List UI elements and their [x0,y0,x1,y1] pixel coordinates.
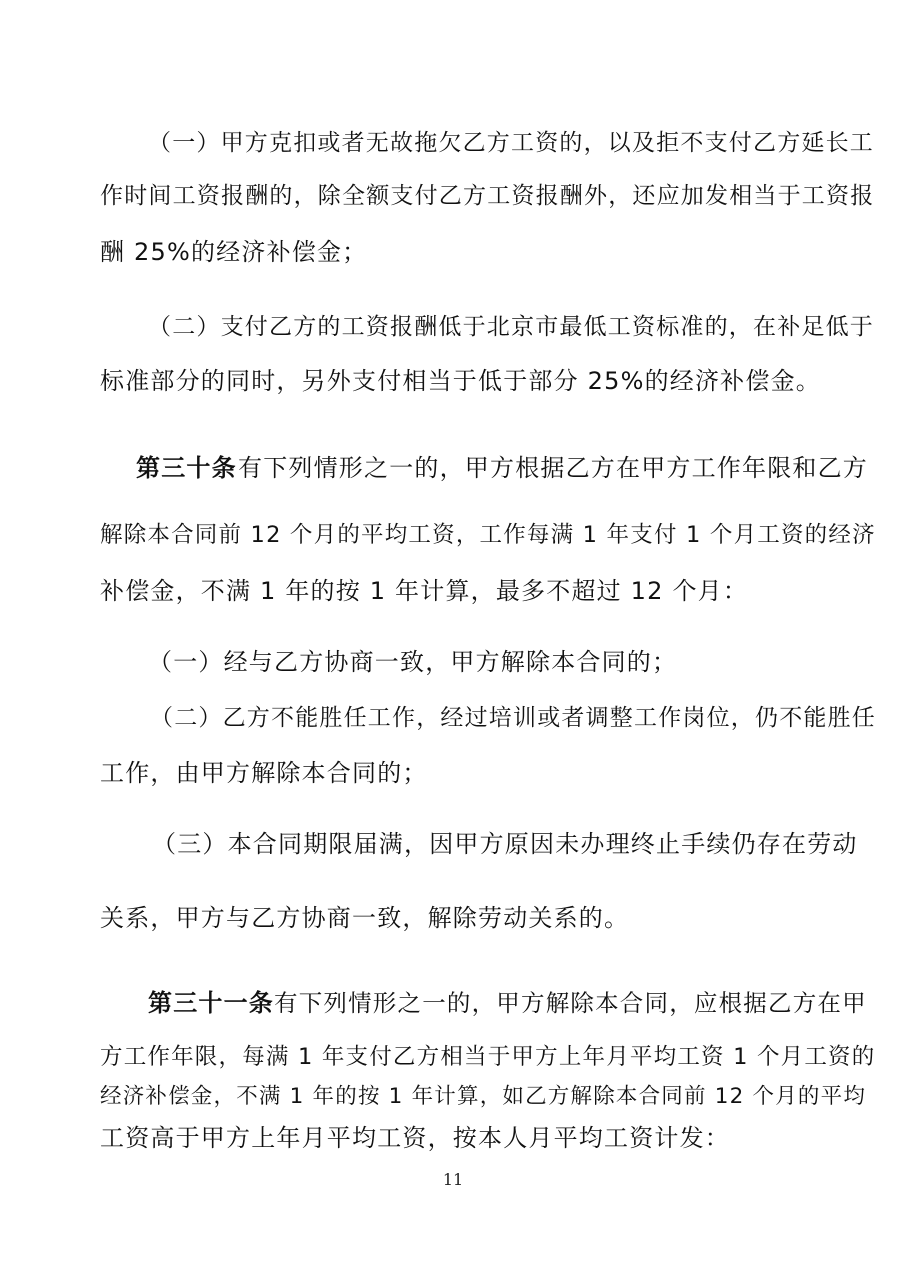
page-number: 11 [442,1170,464,1189]
text-line: （二）乙方不能胜任工作，经过培训或者调整工作岗位，仍不能胜任 [150,705,876,731]
text-line: 关系，甲方与乙方协商一致，解除劳动关系的。 [100,904,630,932]
text-line: 有下列情形之一的，甲方解除本合同，应根据乙方在甲 [274,989,867,1017]
text-line: 有下列情形之一的，甲方根据乙方在甲方工作年限和乙方 [238,454,868,482]
text-line: （二）支付乙方的工资报酬低于北京市最低工资标准的，在补足低于 [148,314,874,340]
text-line: 补偿金，不满 1 年的按 1 年计算，最多不超过 12 个月： [100,577,749,605]
text-line: （一）经与乙方协商一致，甲方解除本合同的； [148,648,678,676]
text-line: 解除本合同前 12 个月的平均工资，工作每满 1 年支付 1 个月工资的经济 [100,522,876,548]
text-line: 经济补偿金，不满 1 年的按 1 年计算，如乙方解除本合同前 12 个月的平均 [100,1084,867,1109]
text-line: 作时间工资报酬的，除全额支付乙方工资报酬外，还应加发相当于工资报 [100,183,875,209]
text-line: 酬 25%的经济补偿金； [100,238,368,266]
text-line: 工作，由甲方解除本合同的； [100,759,428,787]
text-line: 方工作年限，每满 1 年支付乙方相当于甲方上年月平均工资 1 个月工资的 [100,1044,876,1070]
text-line: （一）甲方克扣或者无故拖欠乙方工资的，以及拒不支付乙方延长工 [148,130,874,156]
text-line: 标准部分的同时，另外支付相当于低于部分 25%的经济补偿金。 [100,367,821,395]
article-heading: 第三十条 [136,454,237,482]
text-line: （三）本合同期限届满，因甲方原因未办理终止手续仍存在劳动 [152,830,858,858]
article-heading: 第三十一条 [148,989,274,1017]
text-line: 工资高于甲方上年月平均工资，按本人月平均工资计发： [100,1124,730,1152]
